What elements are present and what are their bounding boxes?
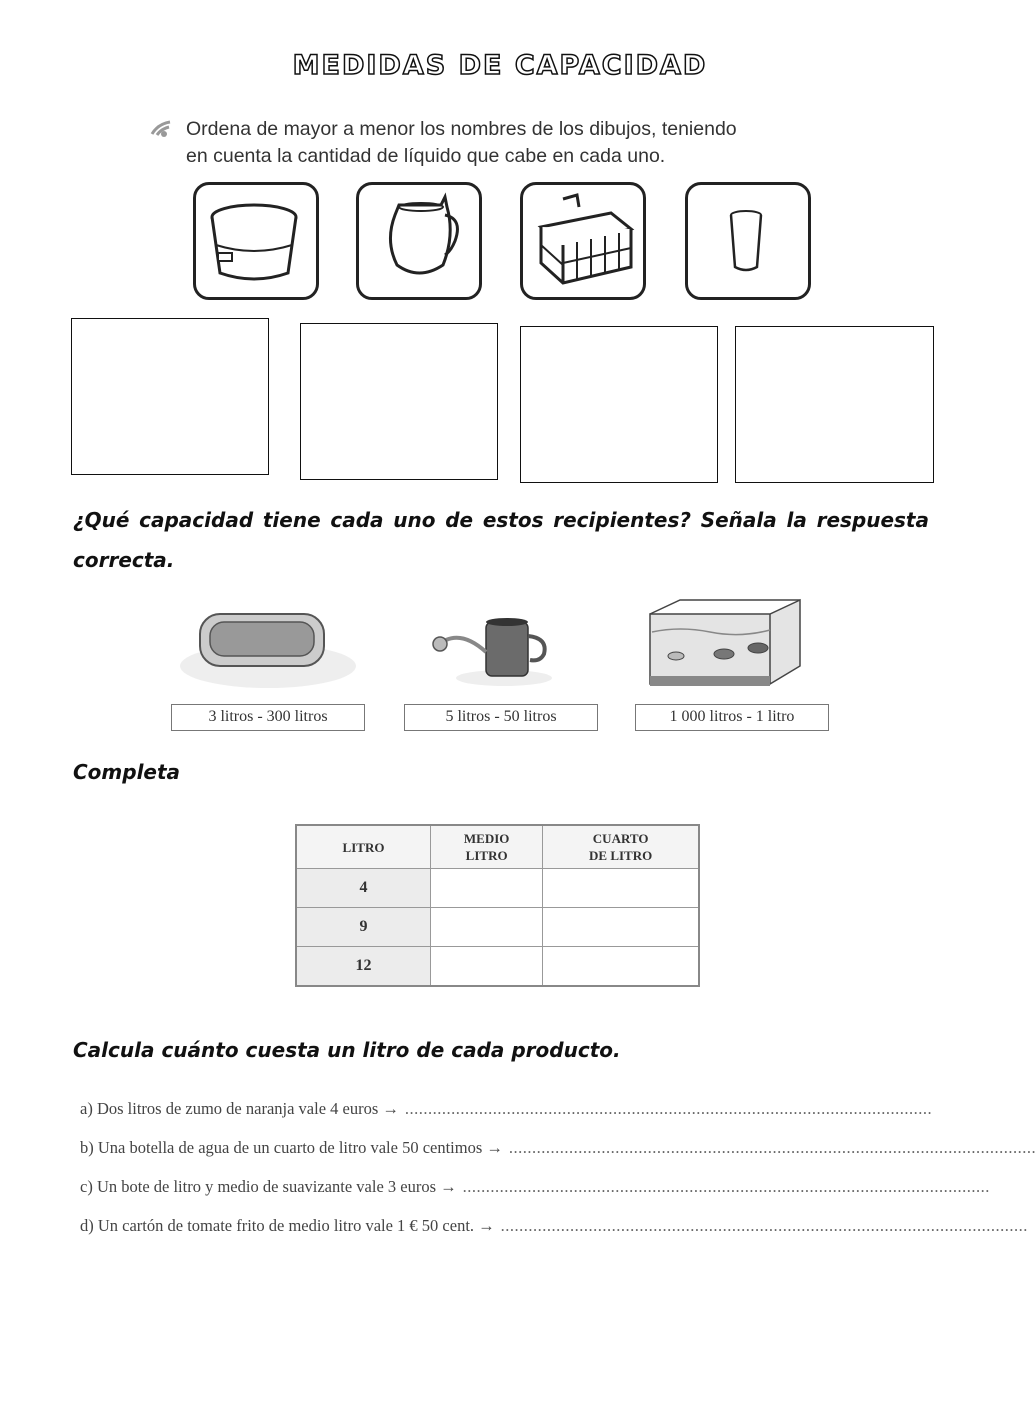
picture-glass: [685, 182, 811, 300]
cell-medio-litro[interactable]: [431, 869, 543, 908]
price-list: [80, 1097, 1036, 1253]
row-litro-value: 9: [296, 908, 431, 947]
table-header-row: [296, 825, 699, 869]
watering-can-icon: [424, 612, 554, 688]
picture-bathtub: [520, 182, 646, 300]
exercise1-instruction: [186, 116, 826, 170]
exercise2-question: ¿Qué capacidad tiene cada uno de estos recipientes? Señala la respuesta correcta.: [73, 508, 929, 572]
wifi-icon: [148, 118, 178, 138]
instruction-line-2: en cuenta la cantidad de líquido que cabe en cada uno.: [186, 145, 666, 167]
item-text: a) Dos litros de zumo de naranja vale 4 euros →: [80, 1099, 399, 1118]
cell-cuarto-litro[interactable]: [543, 947, 699, 987]
basin-icon: [178, 606, 358, 692]
glass-icon: [688, 185, 808, 297]
answer-line[interactable]: ..................................................................................................................: [462, 1177, 990, 1196]
bathtub-icon: [523, 185, 643, 297]
table-row: [296, 908, 699, 947]
answer-box-4[interactable]: [735, 326, 934, 483]
row-litro-value: 4: [296, 869, 431, 908]
options-basin[interactable]: 3 litros - 300 litros: [171, 704, 365, 731]
picture-jug: [356, 182, 482, 300]
answer-line[interactable]: ..................................................................................................................: [404, 1099, 933, 1118]
answer-box-2[interactable]: [300, 323, 498, 480]
list-item: [80, 1214, 1028, 1253]
header-cuarto-litro: CUARTO DE LITRO: [543, 825, 699, 869]
page-title: MEDIDAS DE CAPACIDAD: [292, 50, 708, 81]
header-medio-litro: MEDIO LITRO: [431, 825, 543, 869]
exercise3-heading: Completa: [73, 760, 181, 784]
exercise4-heading: Calcula cuánto cuesta un litro de cada producto.: [73, 1038, 621, 1062]
header-litro: LITRO: [296, 825, 431, 869]
item-text: c) Un bote de litro y medio de suavizante vale 3 euros →: [80, 1177, 457, 1196]
conversion-table: [295, 824, 700, 987]
answer-line[interactable]: ..................................................................................................................: [508, 1138, 1036, 1157]
jug-icon: [359, 185, 479, 297]
answer-box-3[interactable]: [520, 326, 718, 483]
cell-medio-litro[interactable]: [431, 908, 543, 947]
options-fish-tank[interactable]: 1 000 litros - 1 litro: [635, 704, 829, 731]
fish-tank-icon: [640, 596, 820, 696]
item-text: d) Un cartón de tomate frito de medio litro vale 1 € 50 cent. →: [80, 1216, 495, 1235]
row-litro-value: 12: [296, 947, 431, 987]
table-row: [296, 947, 699, 987]
answer-line[interactable]: ..................................................................................................................: [500, 1216, 1028, 1235]
list-item: [80, 1136, 1036, 1175]
cell-cuarto-litro[interactable]: [543, 908, 699, 947]
list-item: [80, 1175, 990, 1214]
item-text: b) Una botella de agua de un cuarto de litro vale 50 centimos →: [80, 1138, 503, 1157]
picture-bucket: [193, 182, 319, 300]
cell-cuarto-litro[interactable]: [543, 869, 699, 908]
cell-medio-litro[interactable]: [431, 947, 543, 987]
table-row: [296, 869, 699, 908]
options-watering-can[interactable]: 5 litros - 50 litros: [404, 704, 598, 731]
bucket-icon: [196, 185, 316, 297]
list-item: [80, 1097, 933, 1136]
instruction-line-1: Ordena de mayor a menor los nombres de los dibujos, teniendo: [186, 118, 737, 140]
answer-box-1[interactable]: [71, 318, 269, 475]
